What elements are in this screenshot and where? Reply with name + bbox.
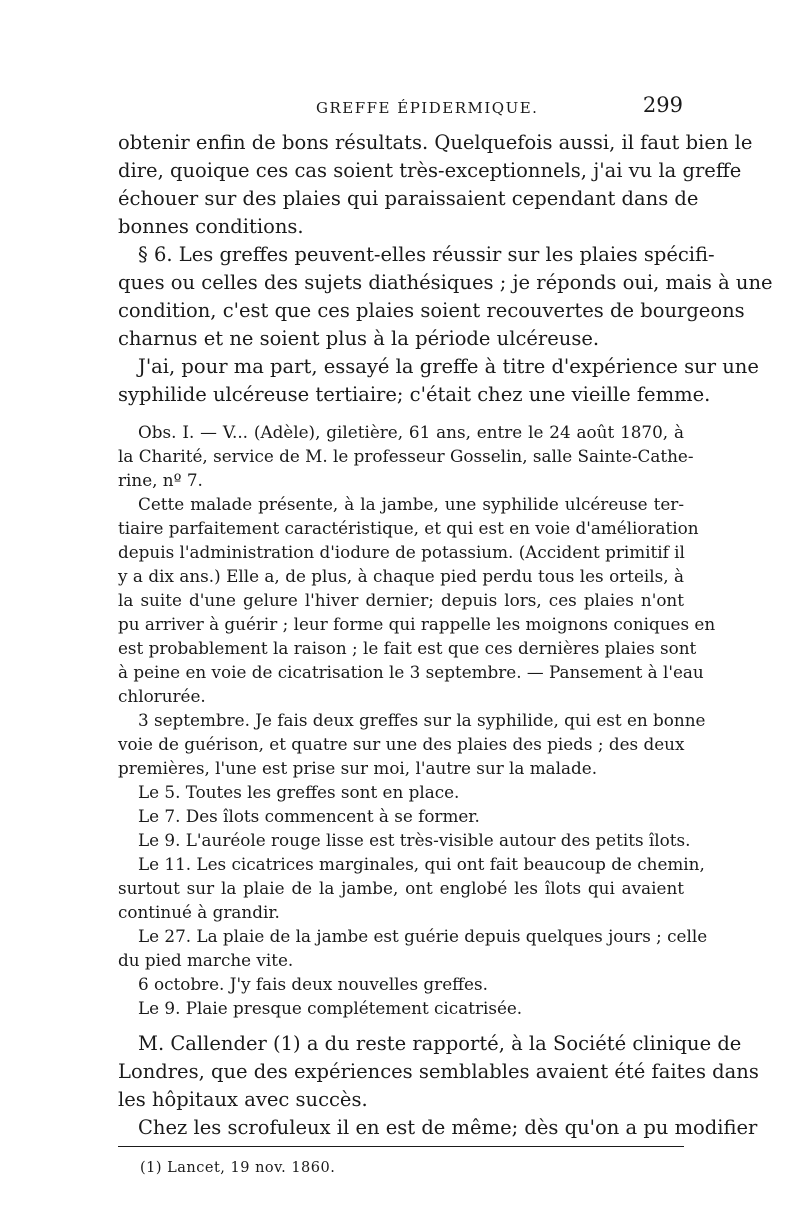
- footnote-rule: [118, 1146, 684, 1147]
- observation-line: Cette malade présente, à la jambe, une syphilide ulcéreuse ter-: [138, 494, 684, 514]
- observation-line: tiaire parfaitement caractéristique, et qui est en voie d'amélioration: [118, 518, 699, 538]
- body-line: échouer sur des plaies qui paraissaient cependant dans de: [118, 187, 699, 210]
- closing-line: Chez les scrofuleux il en est de même; dès qu'on a pu modifier: [138, 1116, 758, 1139]
- observation-line: surtout sur la plaie de la jambe, ont englobé les îlots qui avaient: [118, 878, 684, 898]
- observation-line: Obs. I. — V... (Adèle), giletière, 61 ans, entre le 24 août 1870, à: [138, 422, 684, 442]
- body-line: dire, quoique ces cas soient très-exceptionnels, j'ai vu la greffe: [118, 159, 742, 182]
- observation-line: à peine en voie de cicatrisation le 3 septembre. — Pansement à l'eau: [118, 662, 704, 682]
- running-title: GREFFE ÉPIDERMIQUE.: [316, 99, 539, 117]
- observation-line: la suite d'une gelure l'hiver dernier; depuis lors, ces plaies n'ont: [118, 590, 684, 610]
- body-line: charnus et ne soient plus à la période ulcéreuse.: [118, 327, 600, 350]
- observation-line: chlorurée.: [118, 686, 206, 706]
- body-line: J'ai, pour ma part, essayé la greffe à titre d'expérience sur une: [138, 355, 759, 378]
- observation-line: premières, l'une est prise sur moi, l'autre sur la malade.: [118, 758, 598, 778]
- observation-line: pu arriver à guérir ; leur forme qui rappelle les moignons coniques en: [118, 614, 716, 634]
- observation-line: Le 11. Les cicatrices marginales, qui ont fait beaucoup de chemin,: [138, 854, 705, 874]
- observation-line: du pied marche vite.: [118, 950, 294, 970]
- observation-line: Le 7. Des îlots commencent à se former.: [138, 806, 480, 826]
- observation-line: est probablement la raison ; le fait est que ces dernières plaies sont: [118, 638, 697, 658]
- body-line: § 6. Les greffes peuvent-elles réussir sur les plaies spécifi-: [138, 243, 715, 266]
- observation-line: Le 27. La plaie de la jambe est guérie depuis quelques jours ; celle: [138, 926, 708, 946]
- observation-line: continué à grandir.: [118, 902, 280, 922]
- observation-line: Le 9. Plaie presque complétement cicatrisée.: [138, 998, 523, 1018]
- closing-line: M. Callender (1) a du reste rapporté, à la Société clinique de: [138, 1032, 742, 1055]
- observation-line: depuis l'administration d'iodure de potassium. (Accident primitif il: [118, 542, 685, 562]
- observation-line: la Charité, service de M. le professeur Gosselin, salle Sainte-Cathe-: [118, 446, 694, 466]
- observation-line: rine, nº 7.: [118, 470, 203, 490]
- observation-line: 3 septembre. Je fais deux greffes sur la syphilide, qui est en bonne: [138, 710, 706, 730]
- closing-line: les hôpitaux avec succès.: [118, 1088, 368, 1111]
- observation-line: voie de guérison, et quatre sur une des plaies des pieds ; des deux: [118, 734, 685, 754]
- closing-line: Londres, que des expériences semblables avaient été faites dans: [118, 1060, 759, 1083]
- body-line: ques ou celles des sujets diathésiques ; je réponds oui, mais à une: [118, 271, 773, 294]
- page-header: [118, 93, 683, 127]
- observation-line: y a dix ans.) Elle a, de plus, à chaque pied perdu tous les orteils, à: [118, 566, 684, 586]
- observation-line: 6 octobre. J'y fais deux nouvelles greffes.: [138, 974, 488, 994]
- observation-line: Le 9. L'auréole rouge lisse est très-visible autour des petits îlots.: [138, 830, 691, 850]
- body-line: bonnes conditions.: [118, 215, 304, 238]
- observation-line: Le 5. Toutes les greffes sont en place.: [138, 782, 460, 802]
- footnote: (1) Lancet, 19 nov. 1860.: [140, 1160, 336, 1176]
- page-number: 299: [642, 93, 683, 117]
- body-line: condition, c'est que ces plaies soient recouvertes de bourgeons: [118, 299, 745, 322]
- body-line: obtenir enfin de bons résultats. Quelquefois aussi, il faut bien le: [118, 131, 753, 154]
- body-line: syphilide ulcéreuse tertiaire; c'était chez une vieille femme.: [118, 383, 711, 406]
